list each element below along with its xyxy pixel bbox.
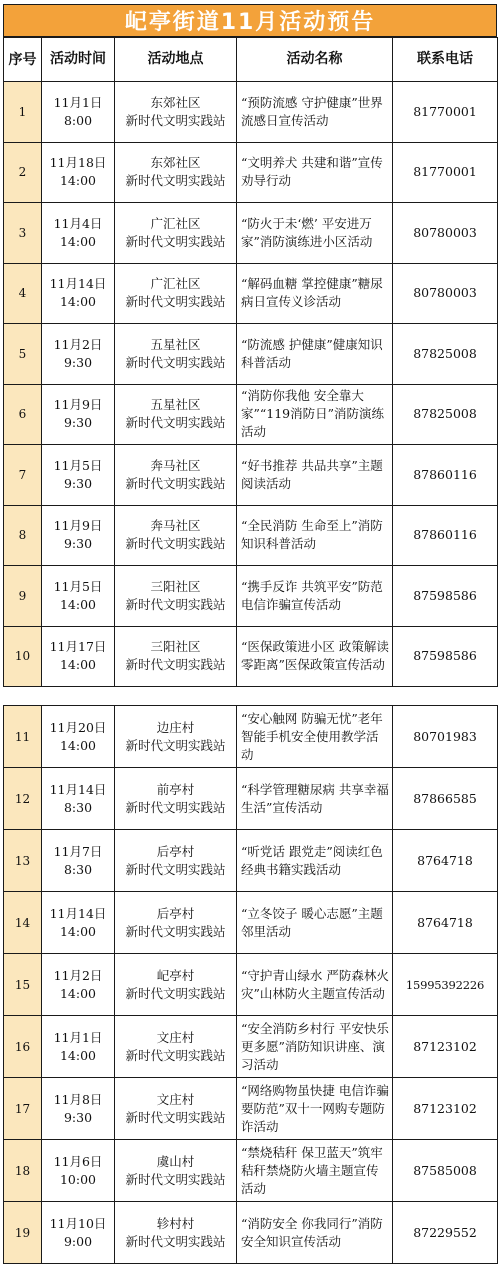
row-place: 屺亭村 xyxy=(156,967,195,983)
row-activity-name: “防流感 护健康”健康知识科普活动 xyxy=(241,336,383,370)
row-activity-name: “消防安全 你我同行”消防安全知识宣传活动 xyxy=(241,1215,383,1249)
row-time-cell xyxy=(42,1078,115,1140)
row-phone: 87825008 xyxy=(413,345,477,361)
row-location-cell xyxy=(115,830,237,892)
row-phone-cell xyxy=(393,384,498,445)
row-index-cell xyxy=(4,384,42,445)
row-time: 14:00 xyxy=(59,173,97,189)
row-index: 10 xyxy=(14,649,31,664)
row-location-cell xyxy=(115,142,237,203)
row-station: 新时代文明实践站 xyxy=(125,233,226,249)
row-phone: 15995392226 xyxy=(405,977,485,992)
row-time-cell xyxy=(42,82,115,143)
row-phone-cell xyxy=(393,566,498,627)
row-location-cell xyxy=(115,263,237,324)
row-activity-name: “科学管理糖尿病 共享幸福生活”宣传活动 xyxy=(241,781,389,815)
row-activity-name: “守护青山绿水 严防森林火灾”山林防火主题宣传活动 xyxy=(241,967,389,1001)
row-station: 新时代文明实践站 xyxy=(125,861,226,877)
row-location-cell xyxy=(115,1202,237,1264)
row-name-cell xyxy=(237,626,393,687)
row-time-cell xyxy=(42,445,115,506)
row-activity-name: “全民消防 生命至上”消防知识科普活动 xyxy=(241,518,383,552)
row-phone-cell xyxy=(393,1016,498,1078)
row-time-cell xyxy=(42,706,115,768)
row-activity-name: “防火于未‘燃’ 平安进万家”消防演练进小区活动 xyxy=(241,215,373,249)
row-index-cell xyxy=(4,768,42,830)
page-title: 屺亭街道11月活动预告 xyxy=(124,10,376,35)
row-location-cell xyxy=(115,1016,237,1078)
row-phone-cell xyxy=(393,1078,498,1140)
row-phone-cell xyxy=(393,142,498,203)
row-place: 广汇社区 xyxy=(150,276,201,292)
row-time: 10:00 xyxy=(59,1171,97,1187)
row-name-cell xyxy=(237,263,393,324)
header-location: 活动地点 xyxy=(115,38,237,82)
row-index: 1 xyxy=(18,104,27,119)
row-time: 9:30 xyxy=(63,475,93,491)
row-time-cell xyxy=(42,626,115,687)
row-time: 14:00 xyxy=(59,657,97,673)
row-date: 11月14日 xyxy=(49,905,107,921)
row-time: 9:30 xyxy=(63,1109,93,1125)
table-row xyxy=(4,892,498,954)
row-index-cell xyxy=(4,505,42,566)
row-phone: 81770001 xyxy=(413,164,477,180)
row-time: 8:30 xyxy=(63,861,93,877)
row-date: 11月4日 xyxy=(53,215,103,231)
table-header-row xyxy=(4,38,498,82)
row-station: 新时代文明实践站 xyxy=(125,1109,226,1125)
row-station: 新时代文明实践站 xyxy=(125,294,226,310)
row-index: 16 xyxy=(14,1039,31,1054)
row-phone: 8764718 xyxy=(417,852,473,868)
row-activity-name: “网络购物虽快捷 电信诈骗要防范”双十一网购专题防诈活动 xyxy=(241,1082,389,1134)
row-time-cell xyxy=(42,384,115,445)
row-name-cell xyxy=(237,1140,393,1202)
row-location-cell xyxy=(115,82,237,143)
row-index: 6 xyxy=(18,407,27,422)
row-time: 14:00 xyxy=(59,737,97,753)
row-location-cell xyxy=(115,566,237,627)
row-phone-cell xyxy=(393,1140,498,1202)
row-time-cell xyxy=(42,768,115,830)
row-index-cell xyxy=(4,203,42,264)
row-index-cell xyxy=(4,263,42,324)
row-location-cell xyxy=(115,384,237,445)
row-time-cell xyxy=(42,142,115,203)
row-index-cell xyxy=(4,566,42,627)
row-index-cell xyxy=(4,830,42,892)
row-phone: 87585008 xyxy=(413,1162,477,1178)
row-date: 11月5日 xyxy=(53,457,103,473)
row-index: 3 xyxy=(18,225,27,240)
row-time-cell xyxy=(42,1202,115,1264)
row-time-cell xyxy=(42,324,115,385)
row-place: 前亭村 xyxy=(156,781,195,797)
row-time-cell xyxy=(42,1016,115,1078)
row-phone-cell xyxy=(393,445,498,506)
row-index: 5 xyxy=(18,346,27,361)
row-station: 新时代文明实践站 xyxy=(125,112,226,128)
row-location-cell xyxy=(115,505,237,566)
row-location-cell xyxy=(115,1078,237,1140)
row-phone-cell xyxy=(393,954,498,1016)
row-index-cell xyxy=(4,324,42,385)
row-phone-cell xyxy=(393,892,498,954)
row-location-cell xyxy=(115,1140,237,1202)
row-activity-name: “安心触网 防骗无忧”老年智能手机安全使用教学活动 xyxy=(241,710,383,762)
table-row xyxy=(4,1202,498,1264)
table-row xyxy=(4,768,498,830)
row-station: 新时代文明实践站 xyxy=(125,415,226,431)
row-index-cell xyxy=(4,445,42,506)
row-place: 东郊社区 xyxy=(150,155,201,171)
row-activity-name: “医保政策进小区 政策解读零距离”医保政策宣传活动 xyxy=(241,639,389,673)
row-time: 14:00 xyxy=(59,1047,97,1063)
row-time-cell xyxy=(42,892,115,954)
row-name-cell xyxy=(237,1202,393,1264)
row-station: 新时代文明实践站 xyxy=(125,737,226,753)
row-name-cell xyxy=(237,830,393,892)
row-date: 11月9日 xyxy=(53,518,103,534)
row-activity-name: “立冬饺子 暖心志愿”主题邻里活动 xyxy=(241,905,383,939)
row-date: 11月5日 xyxy=(53,578,103,594)
row-index: 14 xyxy=(14,915,31,930)
row-phone-cell xyxy=(393,706,498,768)
row-phone: 87598586 xyxy=(413,587,477,603)
row-place: 五星社区 xyxy=(150,336,201,352)
row-name-cell xyxy=(237,384,393,445)
row-date: 11月7日 xyxy=(53,843,103,859)
row-name-cell xyxy=(237,505,393,566)
row-index: 11 xyxy=(14,729,31,744)
row-place: 文庄村 xyxy=(156,1091,195,1107)
row-name-cell xyxy=(237,142,393,203)
row-place: 轸村村 xyxy=(156,1215,195,1231)
row-location-cell xyxy=(115,626,237,687)
row-name-cell xyxy=(237,566,393,627)
row-index-cell xyxy=(4,892,42,954)
row-station: 新时代文明实践站 xyxy=(125,354,226,370)
row-station: 新时代文明实践站 xyxy=(125,173,226,189)
row-place: 三阳社区 xyxy=(150,578,201,594)
row-time: 9:30 xyxy=(63,536,93,552)
row-place: 边庄村 xyxy=(156,719,195,735)
row-phone: 87860116 xyxy=(413,466,477,482)
row-place: 五星社区 xyxy=(150,397,201,413)
row-index: 13 xyxy=(14,853,31,868)
row-phone-cell xyxy=(393,263,498,324)
row-phone-cell xyxy=(393,203,498,264)
table-row xyxy=(4,626,498,687)
row-station: 新时代文明实践站 xyxy=(125,536,226,552)
row-date: 11月1日 xyxy=(53,94,103,110)
row-phone: 87860116 xyxy=(413,527,477,543)
table-row xyxy=(4,1078,498,1140)
header-time: 活动时间 xyxy=(42,38,115,82)
row-phone: 8764718 xyxy=(417,914,473,930)
row-time: 9:30 xyxy=(63,354,93,370)
row-phone: 87229552 xyxy=(413,1224,477,1240)
row-phone: 87825008 xyxy=(413,406,477,422)
row-index-cell xyxy=(4,626,42,687)
row-time-cell xyxy=(42,263,115,324)
table-row xyxy=(4,1140,498,1202)
header-index: 序号 xyxy=(4,38,42,82)
row-place: 三阳社区 xyxy=(150,639,201,655)
table-row xyxy=(4,324,498,385)
row-activity-name: “禁烧秸秆 保卫蓝天”筑牢秸秆禁烧防火墙主题宣传活动 xyxy=(241,1144,383,1196)
row-date: 11月1日 xyxy=(53,1029,103,1045)
row-date: 11月9日 xyxy=(53,397,103,413)
row-phone-cell xyxy=(393,1202,498,1264)
table-row xyxy=(4,954,498,1016)
row-activity-name: “好书推荐 共品共享”主题阅读活动 xyxy=(241,457,383,491)
row-location-cell xyxy=(115,892,237,954)
row-station: 新时代文明实践站 xyxy=(125,596,226,612)
row-place: 奔马社区 xyxy=(150,518,201,534)
row-phone-cell xyxy=(393,324,498,385)
row-index: 18 xyxy=(14,1163,31,1178)
row-date: 11月8日 xyxy=(53,1091,103,1107)
row-time-cell xyxy=(42,1140,115,1202)
row-activity-name: “安全消防乡村行 平安快乐更多愿”消防知识讲座、演习活动 xyxy=(241,1020,389,1072)
table-row xyxy=(4,830,498,892)
row-phone-cell xyxy=(393,830,498,892)
row-activity-name: “解码血糖 掌控健康”糖尿病日宣传义诊活动 xyxy=(241,276,383,310)
row-station: 新时代文明实践站 xyxy=(125,475,226,491)
row-phone: 87123102 xyxy=(413,1100,477,1116)
row-phone-cell xyxy=(393,82,498,143)
row-activity-name: “携手反诈 共筑平安”防范电信诈骗宣传活动 xyxy=(241,578,383,612)
row-time: 14:00 xyxy=(59,233,97,249)
row-time: 14:00 xyxy=(59,294,97,310)
row-index: 17 xyxy=(14,1101,31,1116)
row-station: 新时代文明实践站 xyxy=(125,799,226,815)
row-name-cell xyxy=(237,954,393,1016)
row-place: 广汇社区 xyxy=(150,215,201,231)
row-station: 新时代文明实践站 xyxy=(125,1233,226,1249)
row-index: 8 xyxy=(18,528,27,543)
row-phone: 80780003 xyxy=(413,224,477,240)
row-time-cell xyxy=(42,830,115,892)
row-index: 15 xyxy=(14,977,31,992)
row-place: 后亭村 xyxy=(156,843,195,859)
table-row xyxy=(4,384,498,445)
row-time-cell xyxy=(42,203,115,264)
row-place: 虞山村 xyxy=(156,1153,195,1169)
row-time: 9:00 xyxy=(63,1233,93,1249)
row-name-cell xyxy=(237,1078,393,1140)
row-date: 11月17日 xyxy=(49,639,107,655)
row-index: 2 xyxy=(18,165,27,180)
row-place: 奔马社区 xyxy=(150,457,201,473)
table-row xyxy=(4,82,498,143)
activity-table-part1 xyxy=(3,37,498,687)
row-location-cell xyxy=(115,203,237,264)
row-place: 东郊社区 xyxy=(150,94,201,110)
row-name-cell xyxy=(237,1016,393,1078)
row-date: 11月14日 xyxy=(49,781,107,797)
row-time-cell xyxy=(42,954,115,1016)
row-time: 14:00 xyxy=(59,596,97,612)
row-name-cell xyxy=(237,706,393,768)
row-location-cell xyxy=(115,445,237,506)
row-date: 11月18日 xyxy=(49,155,107,171)
row-name-cell xyxy=(237,892,393,954)
row-time: 9:30 xyxy=(63,415,93,431)
row-phone: 80701983 xyxy=(413,728,477,744)
title-banner xyxy=(3,4,497,37)
row-phone: 87866585 xyxy=(413,790,477,806)
row-date: 11月20日 xyxy=(49,719,107,735)
row-date: 11月14日 xyxy=(49,276,107,292)
row-index: 9 xyxy=(18,588,27,603)
row-activity-name: “预防流感 守护健康”世界流感日宣传活动 xyxy=(241,94,383,128)
row-activity-name: “文明养犬 共建和谐”宣传劝导行动 xyxy=(241,155,383,189)
row-time: 14:00 xyxy=(59,923,97,939)
header-name: 活动名称 xyxy=(237,38,393,82)
row-date: 11月2日 xyxy=(53,336,103,352)
row-index-cell xyxy=(4,1140,42,1202)
row-phone-cell xyxy=(393,505,498,566)
row-location-cell xyxy=(115,954,237,1016)
table-row xyxy=(4,203,498,264)
activity-table-part2 xyxy=(3,705,498,1264)
row-location-cell xyxy=(115,324,237,385)
row-index-cell xyxy=(4,1202,42,1264)
row-index-cell xyxy=(4,142,42,203)
row-index: 7 xyxy=(18,467,27,482)
row-phone: 80780003 xyxy=(413,285,477,301)
row-date: 11月10日 xyxy=(49,1215,107,1231)
row-time: 8:30 xyxy=(63,799,93,815)
row-index-cell xyxy=(4,706,42,768)
row-location-cell xyxy=(115,706,237,768)
row-phone-cell xyxy=(393,768,498,830)
table-row xyxy=(4,263,498,324)
row-time: 8:00 xyxy=(63,112,93,128)
row-station: 新时代文明实践站 xyxy=(125,923,226,939)
row-index-cell xyxy=(4,1078,42,1140)
table-row xyxy=(4,142,498,203)
row-activity-name: “听党话 跟党走”阅读红色经典书籍实践活动 xyxy=(241,843,383,877)
table-row xyxy=(4,445,498,506)
row-name-cell xyxy=(237,324,393,385)
row-phone: 81770001 xyxy=(413,103,477,119)
row-index-cell xyxy=(4,1016,42,1078)
row-name-cell xyxy=(237,203,393,264)
row-place: 文庄村 xyxy=(156,1029,195,1045)
table-gap xyxy=(3,698,497,705)
row-place: 后亭村 xyxy=(156,905,195,921)
row-name-cell xyxy=(237,768,393,830)
row-location-cell xyxy=(115,768,237,830)
row-index-cell xyxy=(4,82,42,143)
header-phone: 联系电话 xyxy=(393,38,498,82)
row-station: 新时代文明实践站 xyxy=(125,1171,226,1187)
row-date: 11月2日 xyxy=(53,967,103,983)
row-index: 19 xyxy=(14,1225,31,1240)
row-station: 新时代文明实践站 xyxy=(125,1047,226,1063)
table-row xyxy=(4,505,498,566)
row-time-cell xyxy=(42,505,115,566)
row-phone-cell xyxy=(393,626,498,687)
row-name-cell xyxy=(237,445,393,506)
table-row xyxy=(4,706,498,768)
row-date: 11月6日 xyxy=(53,1153,103,1169)
row-index-cell xyxy=(4,954,42,1016)
row-index: 4 xyxy=(18,286,27,301)
row-station: 新时代文明实践站 xyxy=(125,657,226,673)
row-name-cell xyxy=(237,82,393,143)
table-row xyxy=(4,1016,498,1078)
row-time-cell xyxy=(42,566,115,627)
row-time: 14:00 xyxy=(59,985,97,1001)
row-phone: 87123102 xyxy=(413,1038,477,1054)
row-phone: 87598586 xyxy=(413,648,477,664)
row-activity-name: “消防你我他 安全靠大家”“119消防日”消防演练活动 xyxy=(241,388,385,440)
row-index: 12 xyxy=(14,791,31,806)
row-station: 新时代文明实践站 xyxy=(125,985,226,1001)
table-row xyxy=(4,566,498,627)
